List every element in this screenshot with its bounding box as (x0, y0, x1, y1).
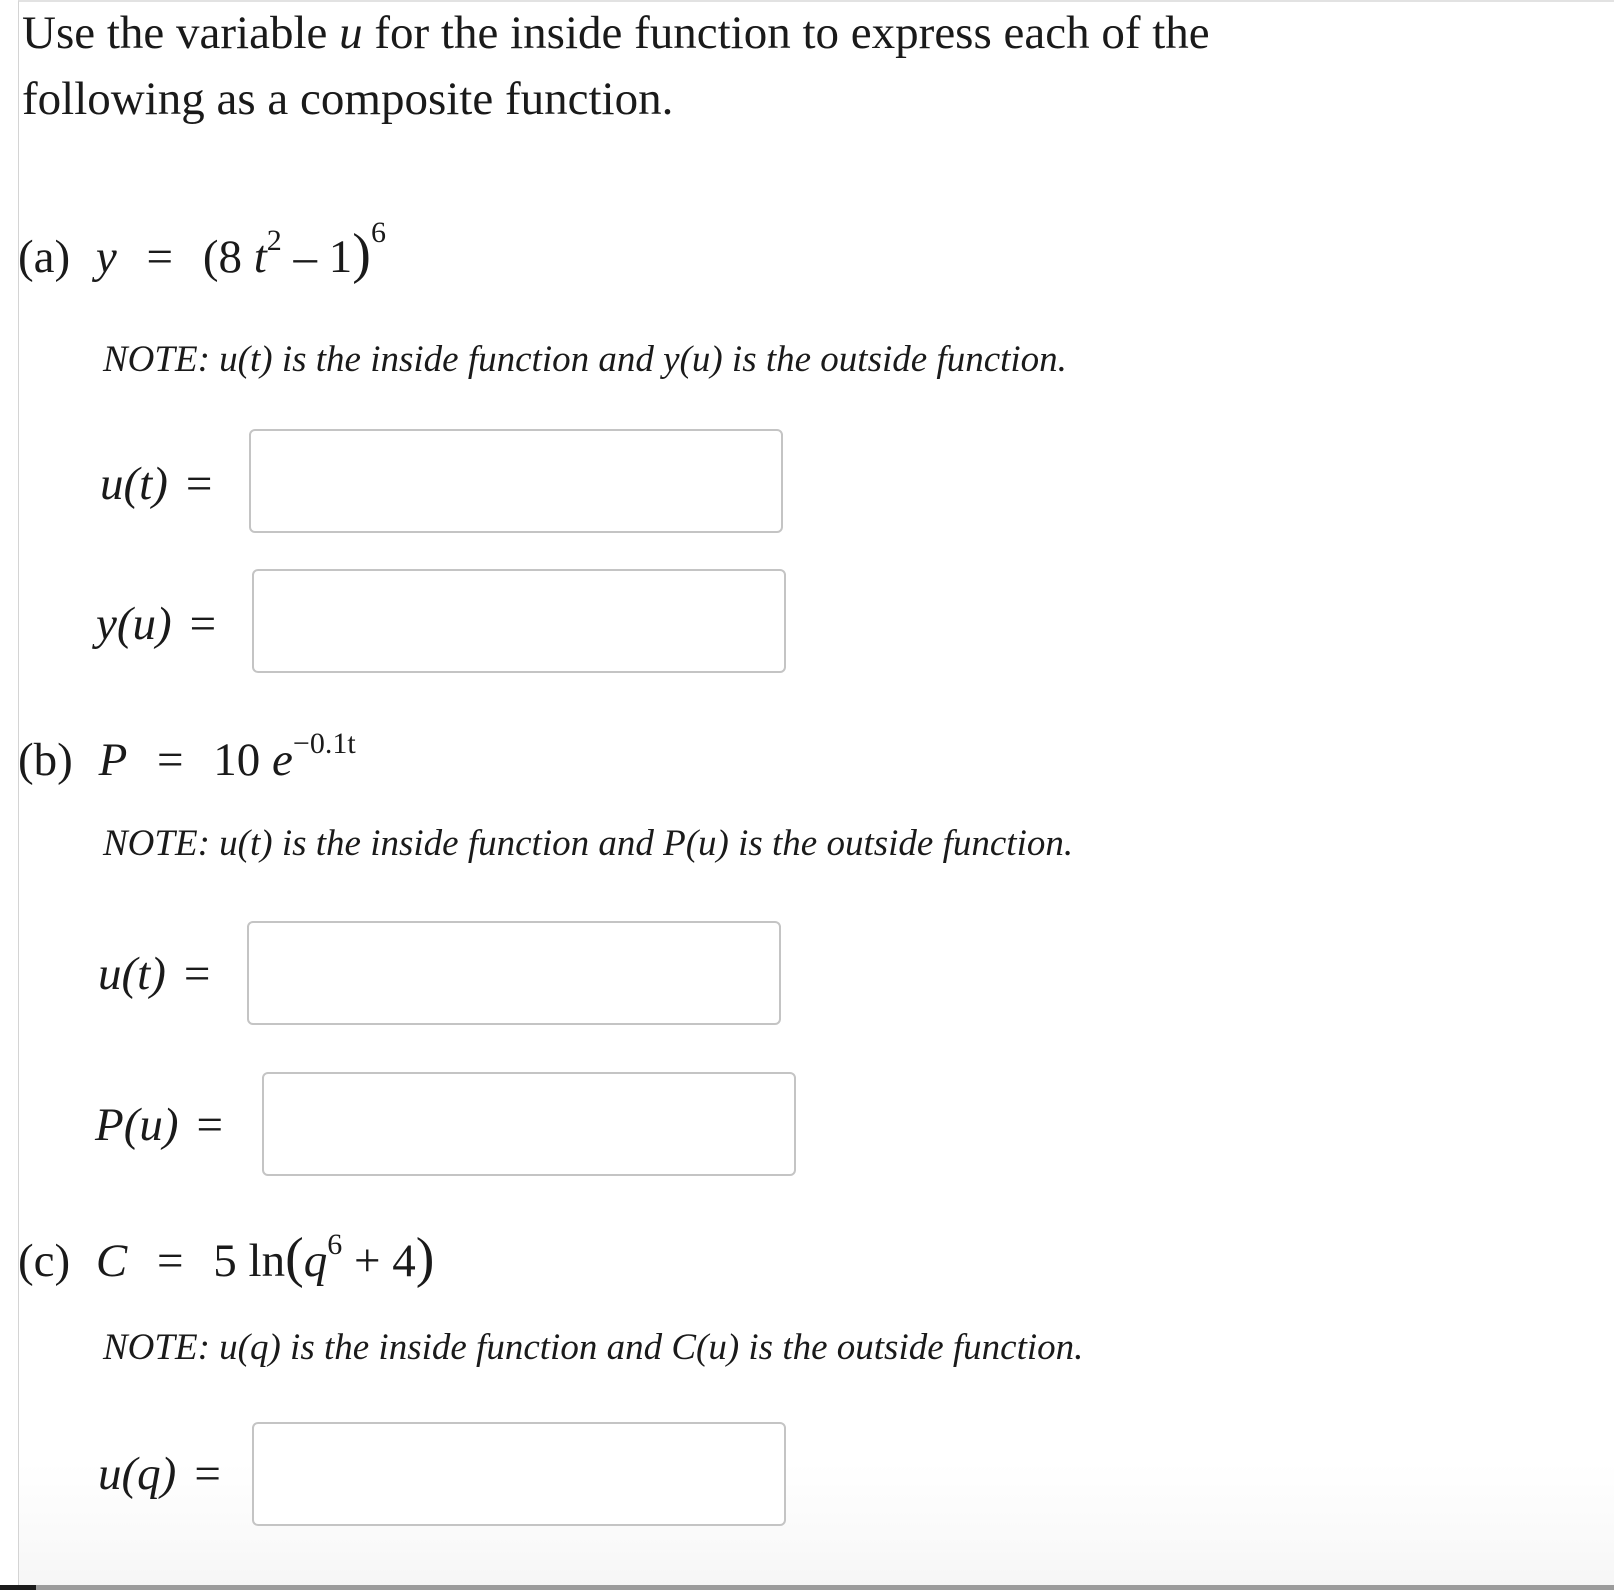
equals-sign: = (157, 1235, 184, 1287)
equation-variable: t (253, 231, 267, 283)
part-c-note: NOTE: u(q) is the inside function and C(u) is the outside function. (103, 1327, 1084, 1368)
field-function-name: P(u) (95, 1099, 179, 1151)
instructions-text: following as a composite function. (22, 73, 674, 125)
equation-term: (8 (202, 231, 254, 283)
part-label: (a) (18, 231, 71, 283)
equation-exponent: 6 (327, 1228, 343, 1261)
instructions-variable: u (339, 7, 363, 59)
equals-sign: = (189, 598, 217, 650)
equation-variable: q (303, 1235, 328, 1287)
equals-sign: = (157, 734, 184, 786)
equation-paren: ) (415, 1227, 435, 1289)
question-instructions (22, 0, 1482, 132)
equation-exponent: 6 (370, 216, 386, 249)
equation-lhs: C (95, 1235, 128, 1287)
part-b-equation (18, 727, 356, 794)
part-b-field-1-label (98, 946, 210, 1002)
instructions-text: for the inside function to express each of the (362, 7, 1210, 59)
field-function-name: u(t) (100, 458, 168, 510)
equals-sign: = (185, 458, 213, 510)
equation-lhs: y (95, 231, 117, 283)
part-a-equation (18, 216, 386, 291)
bottom-scrollbar[interactable] (0, 1585, 1614, 1590)
part-a-field-1-label (100, 456, 212, 512)
part-b-note: NOTE: u(t) is the inside function and P(u) is the outside function. (103, 823, 1074, 864)
part-c-equation (18, 1227, 435, 1295)
part-label: (b) (18, 734, 73, 786)
part-a-field-2-label (96, 596, 216, 652)
equals-sign: = (183, 948, 211, 1000)
part-b-u-of-t-input[interactable] (247, 921, 781, 1025)
part-b-p-of-u-input[interactable] (262, 1072, 796, 1176)
equation-paren: ( (285, 1227, 304, 1289)
equation-term: 5 ln (213, 1235, 286, 1287)
equals-sign: = (146, 231, 174, 283)
part-c-field-1-label (98, 1446, 221, 1502)
part-a-note: NOTE: u(t) is the inside function and y(u) is the outside function. (103, 339, 1067, 380)
field-function-name: y(u) (96, 598, 172, 650)
equation-paren: ) (352, 223, 371, 285)
part-label: (c) (18, 1235, 71, 1287)
equation-exponent: −0.1t (292, 727, 356, 760)
field-function-name: u(t) (98, 948, 166, 1000)
part-c-u-of-q-input[interactable] (252, 1422, 786, 1526)
equation-term: 10 (213, 734, 273, 786)
part-a-y-of-u-input[interactable] (252, 569, 786, 673)
part-a-u-of-t-input[interactable] (249, 429, 783, 533)
equation-term: – 1 (281, 231, 353, 283)
equation-lhs: P (98, 734, 128, 786)
equation-exponent: 2 (266, 224, 282, 257)
equals-sign: = (196, 1099, 224, 1151)
field-function-name: u(q) (98, 1448, 177, 1500)
scrollbar-thumb[interactable] (0, 1585, 36, 1590)
equals-sign: = (194, 1448, 221, 1500)
equation-variable: e (272, 734, 293, 786)
instructions-text: Use the variable (22, 7, 340, 59)
equation-term: + 4 (342, 1235, 416, 1287)
part-b-field-2-label (95, 1097, 223, 1153)
